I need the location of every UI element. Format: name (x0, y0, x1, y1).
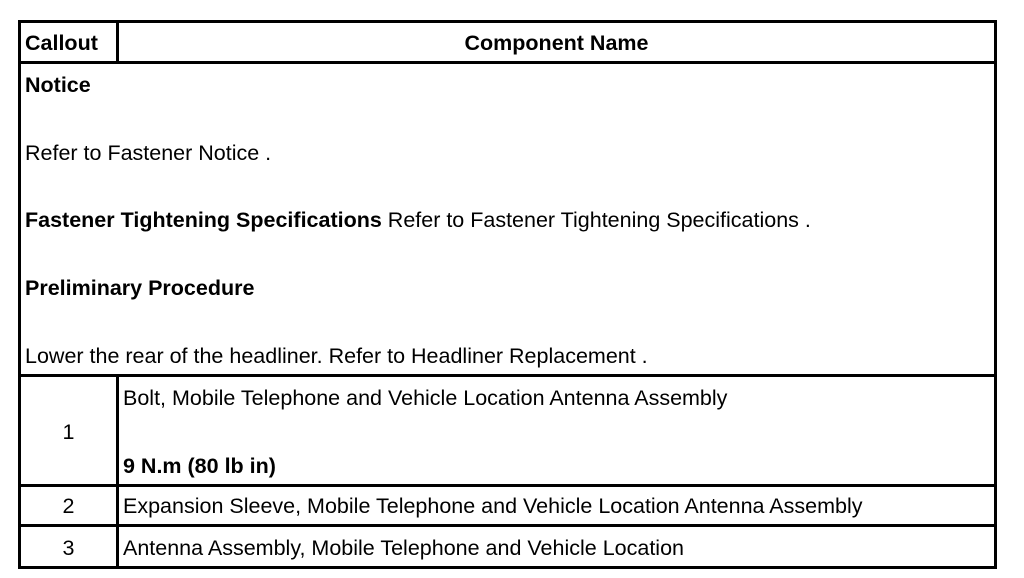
component-name: Antenna Assembly, Mobile Telephone and Vehicle Location (123, 536, 684, 560)
callout-number: 2 (62, 494, 75, 518)
header-callout-cell (21, 23, 116, 61)
fastener-notice-line: Refer to Fastener Notice . (25, 141, 272, 165)
component-name: Expansion Sleeve, Mobile Telephone and Vehicle Location Antenna Assembly (123, 494, 863, 518)
table-row (21, 527, 994, 566)
callout-cell (21, 527, 116, 566)
preliminary-text: Lower the rear of the headliner. Refer to Headliner Replacement . (25, 344, 648, 368)
preliminary-title: Preliminary Procedure (25, 276, 255, 300)
callout-number: 1 (62, 420, 75, 444)
table-row (21, 377, 994, 487)
table-row (21, 487, 994, 527)
component-cell (116, 377, 994, 484)
header-row (21, 23, 994, 64)
fastener-spec-label: Fastener Tightening Specifications (25, 208, 382, 232)
torque-spec: 9 N.m (80 lb in) (123, 454, 276, 478)
component-cell (116, 487, 994, 524)
fastener-spec-text: Refer to Fastener Tightening Specifications . (381, 208, 811, 232)
notice-title: Notice (25, 73, 91, 97)
callout-cell (21, 377, 116, 484)
component-name: Bolt, Mobile Telephone and Vehicle Location Antenna Assembly (123, 386, 728, 410)
fastener-spec-line (25, 207, 811, 233)
header-component-name: Component Name (464, 31, 649, 55)
callout-cell (21, 487, 116, 524)
component-table (18, 20, 997, 569)
component-cell (116, 527, 994, 566)
notice-row (21, 64, 994, 377)
header-component-cell (116, 23, 994, 61)
header-callout: Callout (25, 31, 98, 55)
callout-number: 3 (62, 536, 75, 560)
